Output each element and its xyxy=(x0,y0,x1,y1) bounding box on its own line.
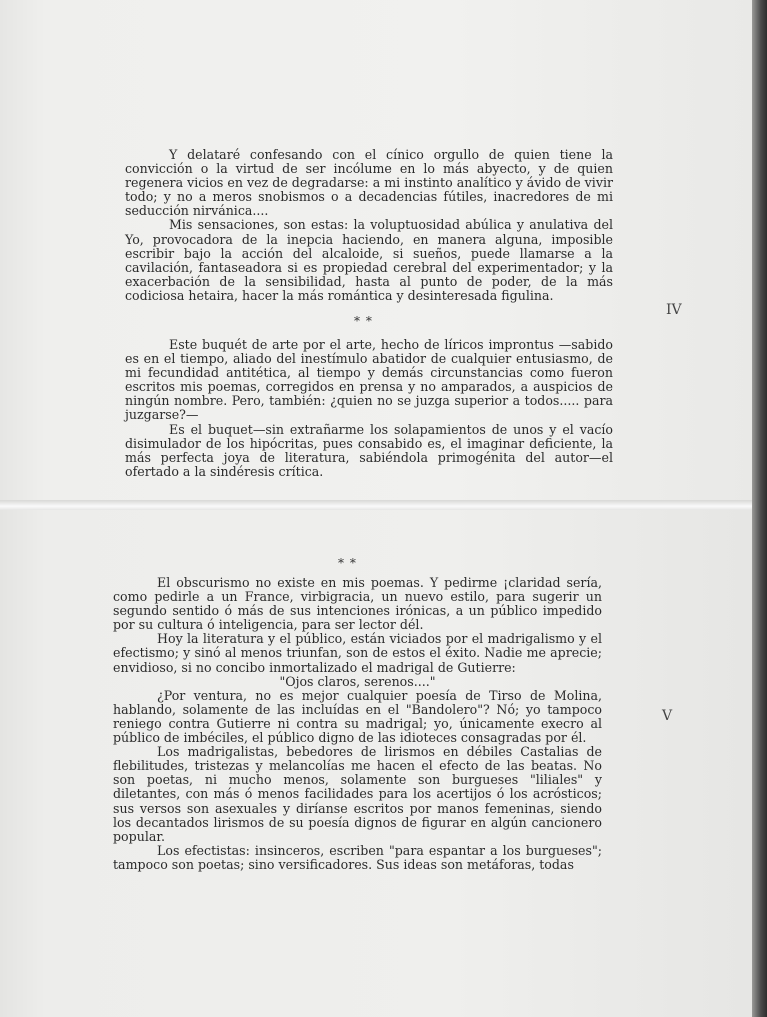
paragraph: Es el buquet—sin extrañarme los solapamientos de unos y el vacío disimulador de los hipócritas, pues consabido es, el imaginar deficiente, la más perfecta joya de literatura, sabiéndola primogénita del autor—el ofertado a la sindéresis crítica. xyxy=(125,421,613,479)
paragraph: Los efectistas: insinceros, escriben "para espantar a los burgueses"; tampoco son poetas; sino versificadores. Sus ideas son metáforas, todas xyxy=(113,842,602,872)
paragraph: El obscurismo no existe en mis poemas. Y pedirme ¡claridad sería, como pedirle a un France, virbigracia, un nuevo estilo, para sugerir un segundo sentido ó más de sus intenciones irónicas, a un público impedido por su cultura ó inteligencia, para ser lector dél. xyxy=(113,575,602,633)
section-separator: * * xyxy=(354,314,373,328)
bottom-page xyxy=(0,510,752,1017)
section-iv-text-block xyxy=(125,148,613,303)
paragraph: Este buquét de arte por el arte, hecho de líricos improntus —sabido es en el tiempo, aliado del inestímulo abatidor de cualquier entusiasmo, de mi fecundidad antitética, al tiempo y demás circunstancias como fueron escritos mis poemas, corregidos en prensa y no amparados, a auspicios de ningún nombre. Pero, también: ¿quien no se juzga superior a todos..... para juzgarse?— xyxy=(125,337,613,423)
section-separator: * * xyxy=(338,556,357,570)
section-number: IV xyxy=(666,302,682,318)
section-iv-continuation-block xyxy=(125,338,613,479)
top-page xyxy=(0,0,752,503)
paragraph: Hoy la literatura y el público, están viciados por el madrigalismo y el efectismo; y sinó al menos triunfan, son de estos el éxito. Nadie me aprecie; envidioso, si no concibo inmortalizado el madrigal de Gutierre: xyxy=(113,631,602,675)
section-v-text-block xyxy=(113,576,602,872)
paragraph: Mis sensaciones, son estas: la voluptuosidad abúlica y anulativa del Yo, provocadora de la inepcia haciendo, en manera alguna, imposible escribir bajo la acción del alcaloide, si sueños, puede llamarse a la cavilación, fantaseadora si es propiedad cerebral del experimentador; y la exacerbación de la sensibilidad, hasta al punto de poder, de la más codiciosa hetaira, hacer la más romántica y desinteresada figulina. xyxy=(125,217,613,303)
section-number: V xyxy=(662,708,673,724)
paragraph: ¿Por ventura, no es mejor cualquier poesía de Tirso de Molina, hablando, solamente de las incluídas en el "Bandolero"? Nó; yo tampoco reniego contra Gutierre ni contra su madrigal; yo, únicamente execro al público de imbéciles, el público digno de las idioteces consagradas por él. xyxy=(113,687,602,746)
page-edge-shadow xyxy=(752,0,767,1017)
paragraph: Los madrigalistas, bebedores de lirismos en débiles Castalias de flebilitudes, tristezas y melancolías me hacen el efecto de las beatas. No son poetas, ni mucho menos, solamente son burgueses "liliales" y diletantes, con más ó menos facilidades para los acertijos ó los acrósticos; sus versos son asexuales y diríanse escritos por manos femeninas, siendo los decantados lirismos de su poesía dignos de figurar en algún cancionero popular. xyxy=(113,744,602,844)
quote-line: "Ojos claros, serenos...." xyxy=(279,673,436,689)
paragraph: Y delataré confesando con el cínico orgullo de quien tiene la convicción o la virtud de ser incólume en lo más abyecto, y de quien regenera vicios en vez de degradarse: a mi instinto analítico y ávido de vivir todo; y no a meros snobismos o a decadencias fútiles, inacredores de mi seducción nirvánica.... xyxy=(125,147,613,219)
